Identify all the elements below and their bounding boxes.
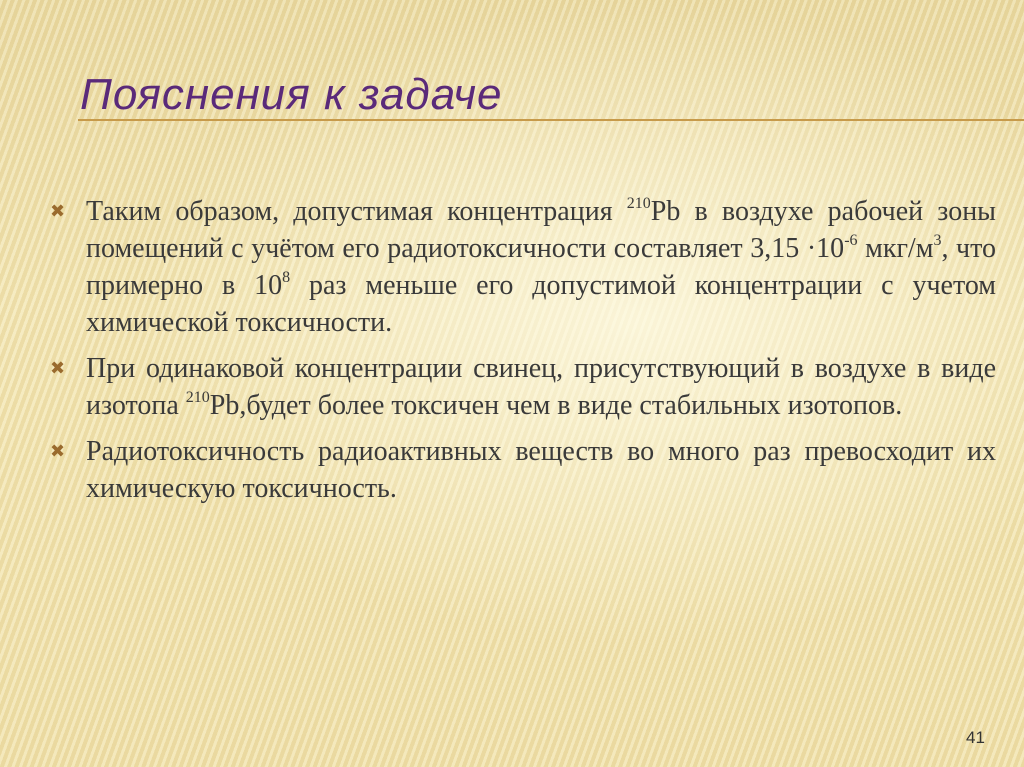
bullet-text [86,436,996,504]
x-bullet-icon: ✖ [50,441,66,462]
bullet-item [50,193,996,341]
bullet-text [86,353,996,421]
text-run: раз меньше его допустимой концентрации с учетом химической токсичности. [86,270,997,338]
superscript: 8 [282,268,291,286]
text-run: ·10 [806,233,845,264]
text-run: , что примерно в 10 [86,233,996,301]
text-run: Pb,будет более токсичен чем в виде стабильных изотопов. [209,390,903,421]
text-run: При одинаковой концентрации свинец, присутствующий в воздухе в виде изотопа [86,353,996,421]
slide-title: Пояснения к задаче [80,70,503,119]
bullet-text [86,196,996,338]
x-bullet-icon: ✖ [50,201,66,222]
bullet-item [50,350,996,424]
superscript: 3 [933,231,942,249]
bullet-item [50,433,996,507]
superscript: 210 [626,194,651,212]
text-run: мкг/м [857,233,934,264]
text-run: Радиотоксичность радиоактивных веществ во много раз превосходит их химическую токсичность. [86,436,996,504]
page-number: 41 [966,728,985,747]
title-underline [78,119,1024,121]
x-bullet-icon: ✖ [50,358,66,379]
superscript: 210 [185,388,210,406]
text-run: Таким образом, допустимая концентрация [86,196,627,227]
text-run: Pb в воздухе рабочей зоны помещений с учётом его радиотоксичности составляет 3,15 [86,196,996,264]
bullet-list [50,193,996,516]
superscript: -6 [844,231,858,249]
